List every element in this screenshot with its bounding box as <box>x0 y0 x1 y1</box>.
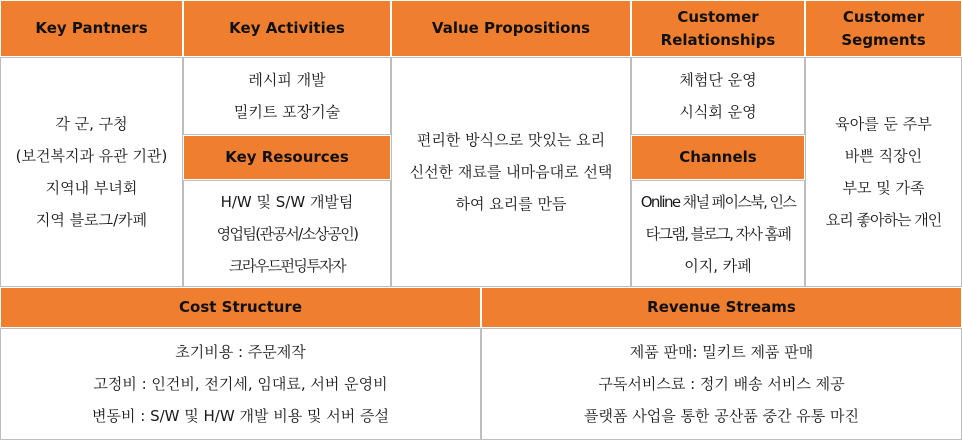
cost-structure-title: Cost Structure <box>179 298 302 316</box>
key-resources-title: Key Resources <box>225 148 349 166</box>
customer-segments-item: 육아를 둔 주부 <box>835 115 932 133</box>
cost-structure-item: 초기비용 : 주문제작 <box>175 343 306 361</box>
key-partners-body <box>0 57 183 287</box>
channels-header <box>631 135 805 180</box>
revenue-streams-item: 구독서비스료 : 정기 배송 서비스 제공 <box>598 375 845 393</box>
key-resources-item: 영업팀(관공서/소상공인) <box>216 224 358 243</box>
channels-item: Online 채널 페이스북, 인스 <box>640 192 796 211</box>
cost-structure-header <box>0 287 481 328</box>
key-activities-title: Key Activities <box>229 19 345 37</box>
revenue-streams-header <box>481 287 962 328</box>
key-partners-item: 지역내 부녀회 <box>45 179 138 197</box>
customer-segments-item: 부모 및 가족 <box>842 179 925 197</box>
customer-segments-item: 요리 좋아하는 개인 <box>825 211 942 229</box>
value-propositions-body <box>391 57 631 287</box>
key-activities-header <box>183 0 391 57</box>
value-propositions-item: 신선한 재료를 내마음대로 선택 <box>409 163 613 181</box>
customer-segments-header <box>805 0 962 57</box>
value-propositions-header <box>391 0 631 57</box>
key-partners-item: (보건복지과 유관 기관) <box>15 147 168 165</box>
channels-item: 타그램, 블로그, 자사 홈페 <box>645 224 791 243</box>
key-activities-body <box>183 57 391 135</box>
customer-segments-body <box>805 57 962 287</box>
channels-item: 이지, 카페 <box>684 256 752 275</box>
key-partners-item: 각 군, 구청 <box>55 115 128 133</box>
key-resources-body <box>183 180 391 287</box>
key-resources-item: H/W 및 S/W 개발팀 <box>220 192 354 211</box>
value-propositions-item: 편리한 방식으로 맛있는 요리 <box>416 131 606 149</box>
revenue-streams-title: Revenue Streams <box>647 298 796 316</box>
key-partners-title: Key Pantners <box>35 19 148 37</box>
key-partners-header <box>0 0 183 57</box>
customer-relationships-title-line2: Relationships <box>660 30 776 49</box>
revenue-streams-item: 제품 판매: 밀키트 제품 판매 <box>629 343 814 361</box>
cost-structure-item: 고정비 : 인건비, 전기세, 임대료, 서버 운영비 <box>93 375 388 393</box>
key-resources-header <box>183 135 391 180</box>
customer-relationships-body <box>631 57 805 135</box>
customer-relationships-title-line1: Customer <box>677 7 759 26</box>
value-propositions-title: Value Propositions <box>431 19 591 37</box>
customer-relationships-item: 시식회 운영 <box>679 103 757 121</box>
channels-title: Channels <box>679 148 757 166</box>
channels-body <box>631 180 805 287</box>
customer-relationships-item: 체험단 운영 <box>679 71 757 89</box>
customer-segments-title-line2: Segments <box>841 30 926 49</box>
customer-segments-item: 바쁜 직장인 <box>844 147 923 165</box>
key-resources-item: 크라우드펀딩투자자 <box>228 256 345 275</box>
cost-structure-item: 변동비 : S/W 및 H/W 개발 비용 및 서버 증설 <box>92 407 389 425</box>
revenue-streams-item: 플랫폼 사업을 통한 공산품 중간 유통 마진 <box>584 407 859 425</box>
cost-structure-body <box>0 328 481 440</box>
key-activities-item: 레시피 개발 <box>248 71 326 89</box>
revenue-streams-body <box>481 328 962 440</box>
key-partners-item: 지역 블로그/카페 <box>35 211 148 229</box>
customer-segments-title-line1: Customer <box>842 7 925 26</box>
value-propositions-item: 하여 요리를 만듬 <box>455 195 567 213</box>
customer-relationships-header <box>631 0 805 57</box>
key-activities-item: 밀키트 포장기술 <box>233 103 341 121</box>
